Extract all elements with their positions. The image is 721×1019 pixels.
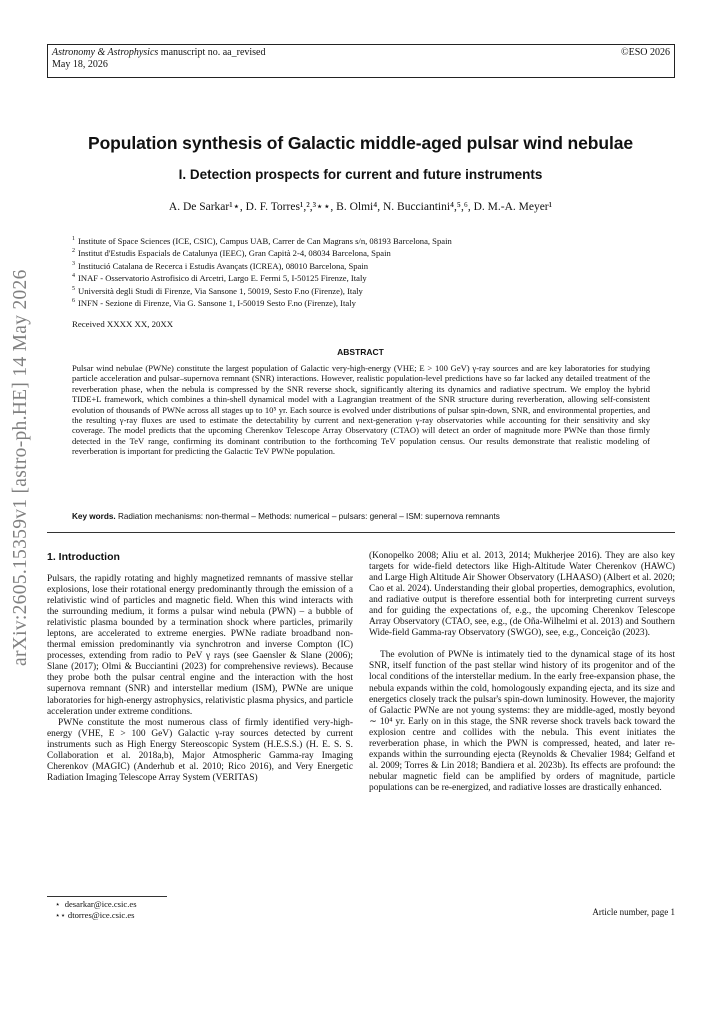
copyright: ©ESO 2026 [621, 47, 670, 58]
affiliation-item: $^6$ INFN - Sezione di Firenze, Via G. Sansone 1, I-50019 Sesto F.no (Firenze), Italy [72, 298, 356, 309]
header-date: May 18, 2026 [52, 59, 108, 70]
keywords-label: Key words. [72, 512, 116, 521]
manuscript-id: manuscript no. aa_revised [160, 47, 266, 58]
affiliation-item: $^5$ Università degli Studi di Firenze, Via Sansone 1, 50019, Sesto F.no (Firenze), Italy [72, 285, 363, 296]
divider [47, 532, 675, 533]
footnote: ⋆ desarkar@ice.csic.es [55, 899, 137, 909]
affiliation-item: $^4$ INAF - Osservatorio Astrofisico di Arcetri, Largo E. Fermi 5, I-50125 Firenze, Italy [72, 273, 367, 284]
received-date: Received XXXX XX, 20XX [72, 319, 174, 329]
header-journal-info [52, 47, 265, 71]
page-footer: Article number, page 1 [592, 907, 675, 917]
footnote-email[interactable]: dtorres@ice.csic.es [67, 910, 135, 920]
arxiv-stamp[interactable]: arXiv:2605.15359v1 [astro-ph.HE] 14 May 2026 [10, 269, 31, 666]
journal-name: Astronomy & Astrophysics [52, 47, 159, 58]
abstract-text: Pulsar wind nebulae (PWNe) constitute the largest population of Galactic very-high-energy (VHE; E > 100 GeV) γ-ray sources and are key laboratories for studying particle acceleration and pulsar–supernova remnant (SNR) interactions. However, realistic population-level predictions have so far lacked any detailed treatment of the reverberation phase, when the nebula is compressed by the SNR reverse shock, significantly altering its dynamics and radiative spectrum. We employ the hybrid TIDE+L framework, which combines a thin-shell dynamical model with a Lagrangian treatment of the SNR structure during reverberation, allowing self-consistent evolution of thousands of PWNe across all stages up to 10⁵ yr. Each source is evolved under distributions of pulsar spin-down, SNR, and environmental properties, and the resulting γ-ray fluxes are used to estimate the detectability by current and next-generation γ-ray observatories while accounting for their sensitivity and sky coverage. The model predicts that the upcoming Cherenkov Telescope Array Observatory (CTAO) will detect an order of magnitude more PWNe than those firmly detected in the TeV range, confirming its dominant contribution to the forthcoming TeV population census. Our results demonstrate that realistic modeling of reverberation is important for predicting the Galactic TeV PWNe population. [72, 363, 650, 457]
header-box [47, 44, 675, 78]
affiliation-item: $^3$ Institució Catalana de Recerca i Estudis Avançats (ICREA), 08010 Barcelona, Spain [72, 260, 369, 271]
paragraph: PWNe constitute the most numerous class of firmly identified very-high-energy (VHE, E > 100 GeV) Galactic γ-ray sources detected by current instruments such as High Energy Stereoscopic System (H.E.S.S.) (H. E. S. S. Collaboration et al. 2018a,b), Major Atmospheric Gamma-ray Imaging Cherenkov (MAGIC) (Anderhub et al. 2010; Rico 2016), and Very Energetic Radiation Imaging Telescope Array System (VERITAS) [47, 717, 353, 783]
affiliation-item: $^2$ Institut d'Estudis Espacials de Catalunya (IEEC), Gran Capità 2-4, 08034 Barcelona, Spain [72, 248, 391, 259]
column-left [47, 574, 353, 784]
paper-subtitle: I. Detection prospects for current and future instruments [178, 167, 543, 182]
arxiv-stamp-wrapper [10, 269, 31, 676]
keywords [72, 512, 650, 521]
column-right [369, 551, 675, 794]
footnote-email[interactable]: desarkar@ice.csic.es [64, 899, 137, 909]
paragraph: (Konopelko 2008; Aliu et al. 2013, 2014; Mukherjee 2016). They are also key targets for wide-field detectors like High-Altitude Water Cherenkov (HAWC) and Large High Altitude Air Shower Observatory (LHAASO) (Albert et al. 2020; Cao et al. 2024). Understanding their global properties, demographics, evolution, and radiative output is therefore essential both for interpreting current surveys and for guiding the expectations of, e.g., the upcoming Cherenkov Telescope Array Observatory (CTAO, see, e.g., (de Oña-Wilhelmi et al. 2013) and Southern Wide-field Gamma-ray Observatory (SWGO), see, e.g., Conceição (2023). [369, 551, 675, 639]
affiliation-item: $^1$ Institute of Space Sciences (ICE, CSIC), Campus UAB, Carrer de Can Magrans s/n, 08193 Barcelona, Spain [72, 235, 452, 246]
paragraph: Pulsars, the rapidly rotating and highly magnetized remnants of massive stellar explosions, lose their rotational energy predominantly through the emission of a relativistic wind of particles and magnetic field. When this wind interacts with the surrounding medium, it forms a pulsar wind nebula (PWN) – a bubble of relativistic plasma bounded by a termination shock where particles, primarily leptons, are accelerated to extreme energies. PWNe radiate broadband non-thermal emission predominantly via synchrotron and inverse Compton (IC) processes, extending from radio to PeV γ rays (see Gaensler & Slane (2006); Slane (2017); Olmi & Bucciantini (2023) for comprehensive reviews). Because they probe both the pulsar central engine and the interaction with the host supernova remnant (SNR) and interstellar medium (ISM), PWNe are unique laboratories for high-energy astrophysics, relativistic plasma physics, and particle acceleration under extreme conditions. [47, 574, 353, 717]
section-heading: 1. Introduction [47, 551, 120, 563]
footnote: ⋆⋆ dtorres@ice.csic.es [55, 910, 135, 920]
paper-title: Population synthesis of Galactic middle-aged pulsar wind nebulae [88, 133, 633, 153]
affiliations [72, 234, 452, 309]
footnote-rule [47, 896, 167, 897]
paragraph: The evolution of PWNe is intimately tied to the dynamical stage of its host SNR, itself function of the past stellar wind history of its progenitor and of the local conditions of the interstellar medium. In the early free-expansion phase, the nebula expands within the cold, homologously expanding ejecta, and its size and energetics closely track the pulsar's spin-down luminosity. However, the majority of Galactic PWNe are not young systems: they are middle-aged, mostly beyond ∼ 10⁴ yr. Early on in this stage, the SNR reverse shock travels back toward the explosion centre and collides with the nebula. This event initiates the reverberation phase, in which the PWN is compressed, heated, and later re-expands within the surrounding ejecta (Reynolds & Chevalier 1984; Gelfand et al. 2009; Torres & Lin 2018; Bandiera et al. 2023b). Its effects are profound: the nebular magnetic field can be amplified by orders of magnitude, particle populations can be re-energized, and radiative losses are drastically enhanced. [369, 650, 675, 793]
keywords-text: Radiation mechanisms: non-thermal – Methods: numerical – pulsars: general – ISM: supernova remnants [117, 512, 500, 521]
abstract-heading: ABSTRACT [337, 347, 384, 357]
author-list: A. De Sarkar¹⋆, D. F. Torres¹,²,³⋆⋆, B. Olmi⁴, N. Bucciantini⁴,⁵,⁶, D. M.-A. Meyer¹ [168, 201, 553, 213]
